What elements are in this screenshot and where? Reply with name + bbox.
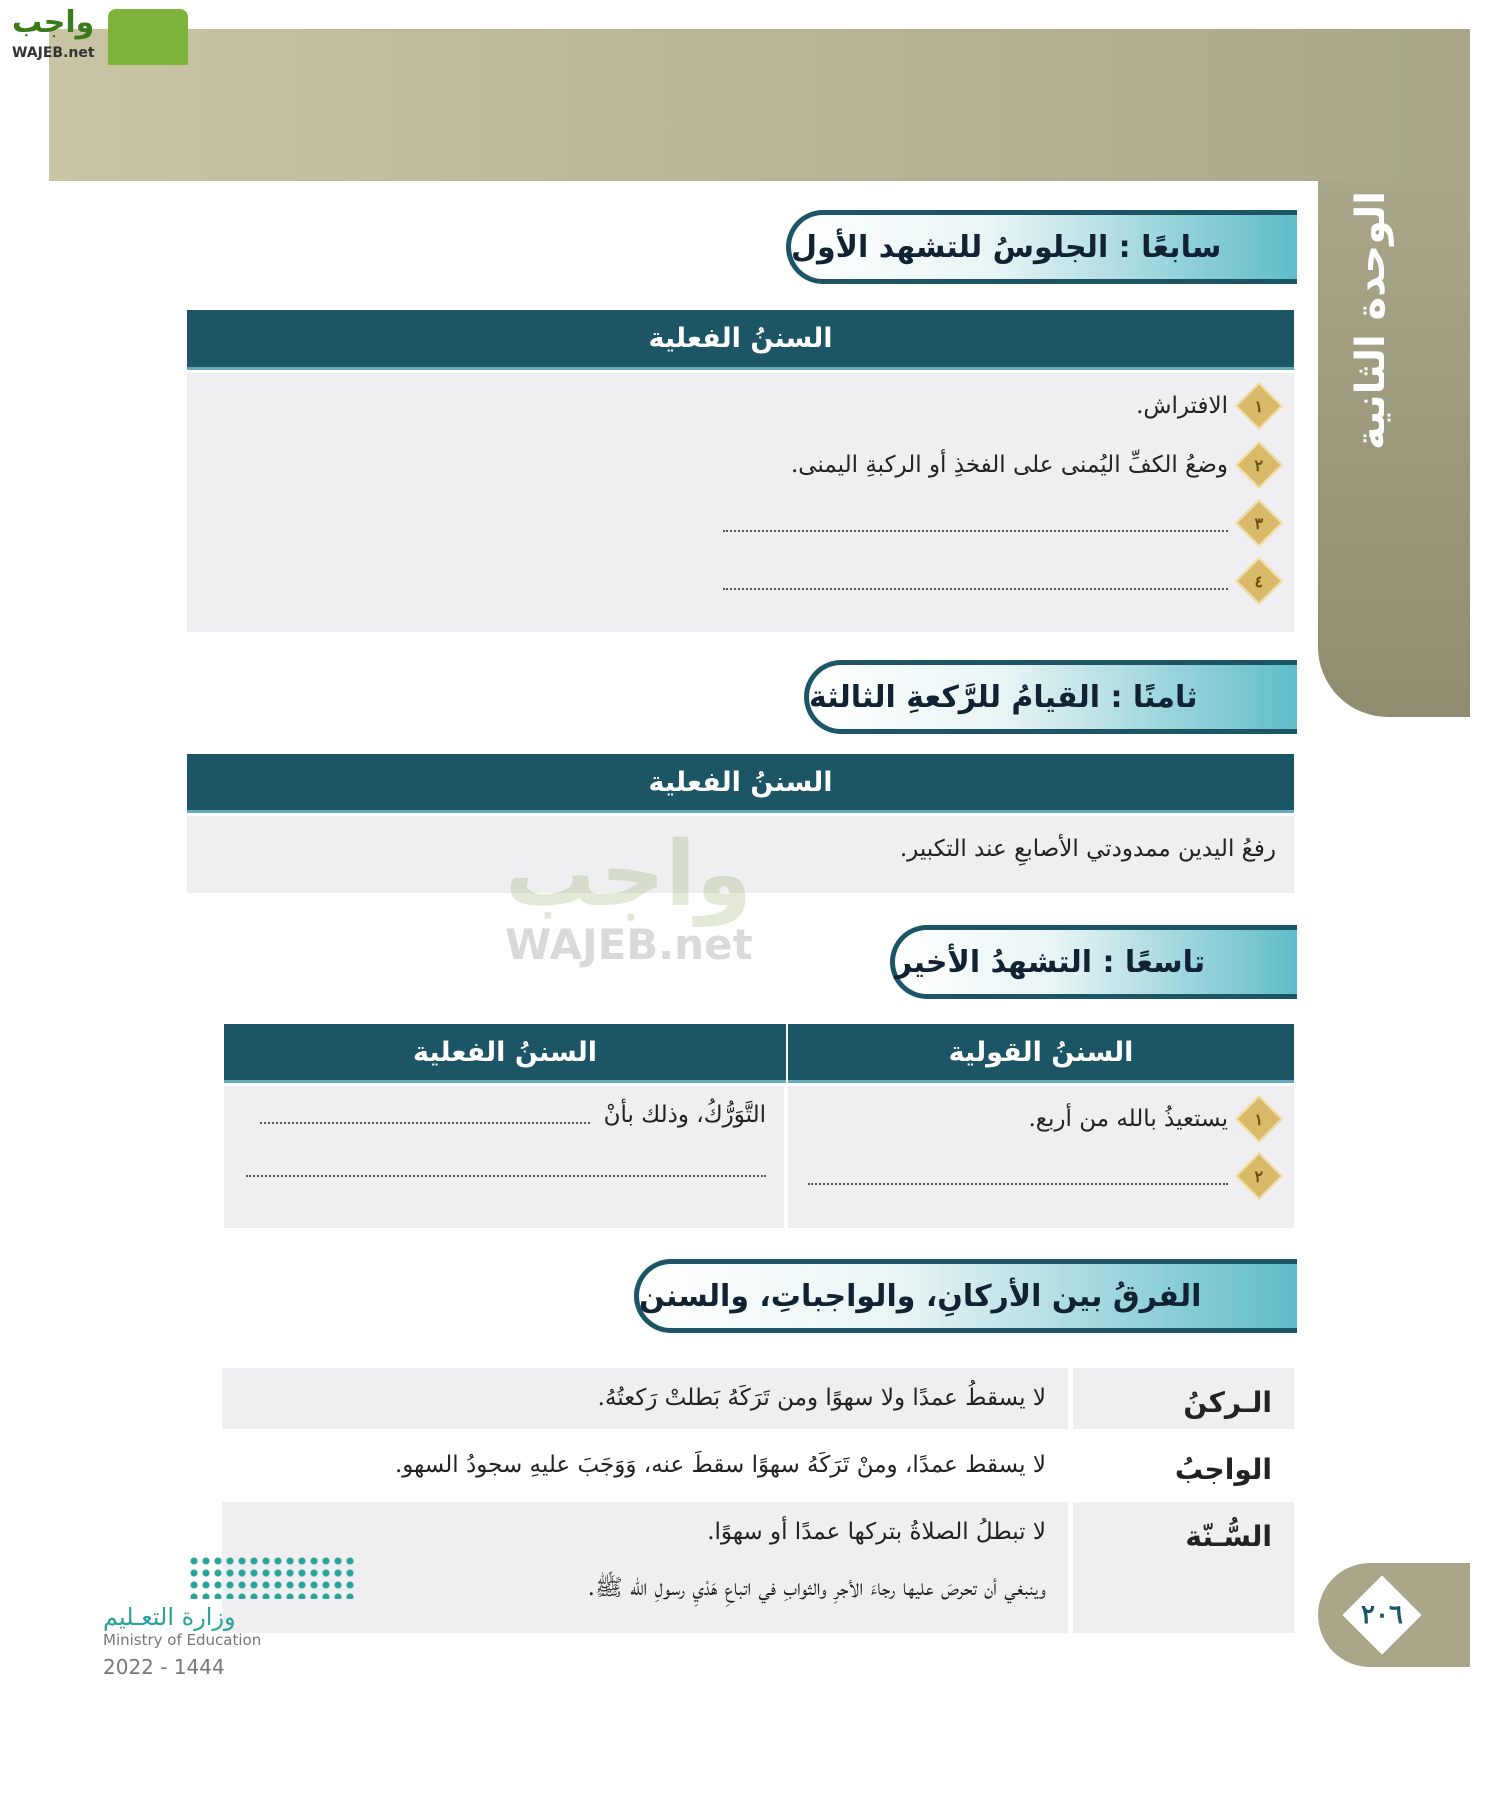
header-banner [49, 29, 1470, 181]
table-body-left [224, 1086, 784, 1228]
answer-blank[interactable] [260, 1106, 590, 1124]
row-text-line: لا تبطلُ الصلاةُ بتركها عمدًا أو سهوًا. [707, 1519, 1046, 1545]
list-item: رفعُ اليدين ممدودتي الأصابعِ عند التكبير. [899, 836, 1276, 862]
list-item: التَّوَرُّكُ، وذلك بأنْ [260, 1102, 766, 1128]
list-item [808, 1159, 1276, 1193]
star-number-icon: ٣ [1235, 499, 1283, 547]
star-number-icon: ٢ [1235, 441, 1283, 489]
table-header-left: السننُ الفعلية [224, 1024, 786, 1083]
unit-side-tab: الوحدة الثانية [1318, 181, 1470, 717]
book-icon [108, 9, 188, 65]
wajeb-logo: واجب WAJEB.net [10, 5, 190, 65]
answer-blank[interactable] [246, 1159, 766, 1177]
star-icon: ٢٠٦ [1342, 1575, 1421, 1654]
table-body [187, 373, 1294, 632]
page-number-tab [1318, 1563, 1470, 1667]
list-item: ٢ وضعُ الكفِّ اليُمنى على الفخذِ أو الركبةِ اليمنى. [791, 448, 1276, 482]
table-body-right [788, 1086, 1294, 1228]
table-header-right: السننُ القولية [788, 1024, 1294, 1083]
row-label: السُّـنّة [1073, 1502, 1294, 1633]
dots-emblem-icon [188, 1555, 358, 1599]
table-header: السننُ الفعلية [187, 310, 1294, 370]
section-title-4: الفرقُ بين الأركانِ، والواجباتِ، والسنن [634, 1259, 1297, 1333]
row-text: لا يسقطُ عمدًا ولا سهوًا ومن تَرَكَهُ بَطلتْ رَكعتُهُ. [222, 1368, 1068, 1429]
answer-blank[interactable] [808, 1167, 1228, 1185]
answer-blank[interactable] [723, 514, 1228, 532]
section-title-2: ثامنًا : القيامُ للرَّكعةِ الثالثة [804, 660, 1297, 734]
section-title-1: سابعًا : الجلوسُ للتشهد الأول [786, 210, 1297, 284]
row-label: الواجبُ [1174, 1453, 1272, 1486]
list-item [723, 506, 1276, 540]
row-text-line: وينبغي أن تحرصَ عليها رجاءَ الأجرِ والثوابِ في اتباعِ هَدْيِ رسولِ الله ﷺ. [587, 1575, 1046, 1601]
watermark: واجب WAJEB.net [505, 822, 753, 969]
star-number-icon: ٢ [1235, 1152, 1283, 1200]
list-item: ١ يستعيذُ بالله من أربع. [1028, 1102, 1276, 1136]
section-title-3: تاسعًا : التشهدُ الأخير [890, 925, 1297, 999]
answer-blank[interactable] [723, 572, 1228, 590]
list-item [246, 1159, 766, 1177]
list-item [723, 564, 1276, 598]
ministry-logo: وزارة التعـليم Ministry of Education 2022 - 1444 [103, 1555, 363, 1679]
list-item: ١ الافتراش. [1136, 389, 1276, 423]
star-number-icon: ١ [1235, 1095, 1283, 1143]
row-label: الـركنُ [1073, 1368, 1294, 1429]
star-number-icon: ٤ [1235, 557, 1283, 605]
row-text: لا يسقط عمدًا، ومنْ تَرَكَهُ سهوًا سقطَ عنه، وَوَجَبَ عليهِ سجودُ السهو. [394, 1452, 1046, 1478]
star-number-icon: ١ [1235, 382, 1283, 430]
table-header: السننُ الفعلية [187, 754, 1294, 813]
